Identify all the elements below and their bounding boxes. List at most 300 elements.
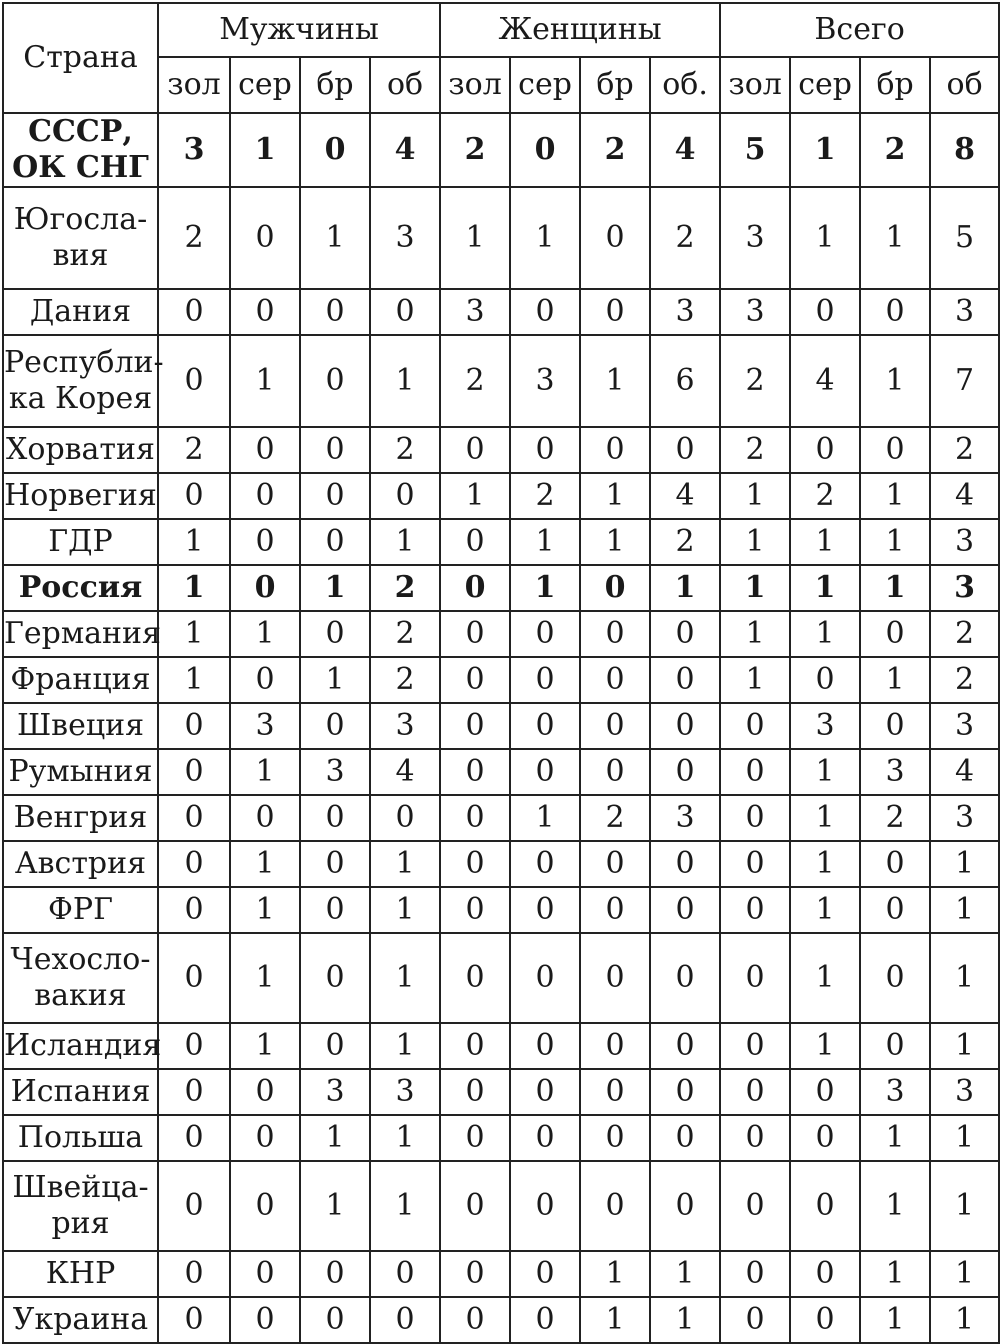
medal-count-cell: 0	[580, 933, 650, 1023]
medal-count-cell: 2	[158, 187, 230, 289]
medal-count-cell: 2	[370, 611, 440, 657]
medal-count-cell: 0	[300, 611, 370, 657]
medal-count-cell: 4	[370, 749, 440, 795]
medal-count-cell: 0	[370, 1251, 440, 1297]
medal-count-cell: 0	[580, 657, 650, 703]
country-cell: Швейца-рия	[3, 1161, 158, 1251]
medal-count-cell: 0	[158, 795, 230, 841]
medal-count-cell: 1	[860, 1251, 930, 1297]
medal-count-cell: 1	[720, 519, 790, 565]
medal-count-cell: 1	[720, 657, 790, 703]
medal-count-cell: 2	[580, 113, 650, 187]
medal-count-cell: 0	[580, 611, 650, 657]
medal-count-cell: 0	[370, 795, 440, 841]
medal-count-cell: 0	[720, 933, 790, 1023]
medal-count-cell: 0	[510, 657, 580, 703]
medal-count-cell: 0	[580, 1023, 650, 1069]
medal-count-cell: 0	[300, 795, 370, 841]
medal-count-cell: 0	[300, 473, 370, 519]
medal-count-cell: 1	[230, 887, 300, 933]
medal-count-cell: 0	[650, 703, 720, 749]
medal-count-cell: 0	[860, 841, 930, 887]
medal-count-cell: 0	[790, 289, 860, 335]
medal-count-cell: 1	[158, 611, 230, 657]
medal-count-cell: 0	[300, 703, 370, 749]
table-row	[3, 519, 999, 565]
medal-count-cell: 0	[510, 933, 580, 1023]
medal-count-cell: 1	[510, 187, 580, 289]
medal-count-cell: 0	[650, 1161, 720, 1251]
medal-count-cell: 0	[860, 427, 930, 473]
medal-count-cell: 1	[230, 841, 300, 887]
medal-count-cell: 0	[230, 1161, 300, 1251]
medal-count-cell: 0	[300, 1023, 370, 1069]
medal-count-cell: 2	[790, 473, 860, 519]
medal-count-cell: 0	[510, 1023, 580, 1069]
country-cell: ФРГ	[3, 887, 158, 933]
medal-count-cell: 0	[860, 887, 930, 933]
medal-count-cell: 1	[158, 657, 230, 703]
medal-count-cell: 0	[580, 703, 650, 749]
medal-count-cell: 1	[370, 1161, 440, 1251]
table-row	[3, 565, 999, 611]
country-cell: КНР	[3, 1251, 158, 1297]
medal-count-cell: 0	[790, 1115, 860, 1161]
medal-count-cell: 6	[650, 335, 720, 427]
subheader-women-gold: зол	[440, 57, 510, 113]
medal-count-cell: 3	[860, 1069, 930, 1115]
medal-count-cell: 0	[720, 1297, 790, 1343]
medal-count-cell: 0	[720, 1161, 790, 1251]
medal-count-cell: 0	[510, 1251, 580, 1297]
country-cell: Венгрия	[3, 795, 158, 841]
medal-count-cell: 2	[930, 611, 999, 657]
country-cell: Республи-ка Корея	[3, 335, 158, 427]
medal-count-cell: 1	[860, 1161, 930, 1251]
table-row	[3, 611, 999, 657]
medal-count-cell: 1	[650, 565, 720, 611]
medal-count-cell: 2	[370, 657, 440, 703]
medal-count-cell: 0	[440, 1161, 510, 1251]
medal-count-cell: 1	[790, 565, 860, 611]
medal-count-cell: 0	[230, 1251, 300, 1297]
medal-count-cell: 0	[790, 1297, 860, 1343]
group-header-women: Женщины	[440, 3, 720, 57]
medal-count-cell: 0	[650, 1023, 720, 1069]
medal-count-cell: 4	[930, 473, 999, 519]
medal-count-cell: 3	[370, 187, 440, 289]
medal-count-cell: 0	[440, 1069, 510, 1115]
medal-count-cell: 2	[930, 427, 999, 473]
medal-count-cell: 0	[860, 1023, 930, 1069]
medal-count-cell: 0	[860, 703, 930, 749]
medal-count-cell: 0	[720, 1023, 790, 1069]
medal-count-cell: 0	[230, 289, 300, 335]
medal-count-cell: 0	[158, 1161, 230, 1251]
medal-count-cell: 0	[300, 887, 370, 933]
medal-count-cell: 0	[510, 703, 580, 749]
medal-count-cell: 0	[440, 749, 510, 795]
medal-count-cell: 1	[860, 519, 930, 565]
medal-count-cell: 1	[930, 1115, 999, 1161]
medal-count-cell: 1	[790, 749, 860, 795]
medal-count-cell: 1	[230, 335, 300, 427]
group-header-row	[3, 3, 999, 57]
medal-count-cell: 0	[510, 749, 580, 795]
medal-count-cell: 0	[580, 841, 650, 887]
medal-count-cell: 0	[720, 1069, 790, 1115]
medal-count-cell: 0	[860, 289, 930, 335]
table-row	[3, 841, 999, 887]
country-cell: СССР, ОК СНГ	[3, 113, 158, 187]
medal-count-cell: 0	[300, 113, 370, 187]
medal-count-cell: 0	[300, 841, 370, 887]
country-cell: Франция	[3, 657, 158, 703]
subheader-men-gold: зол	[158, 57, 230, 113]
medal-count-cell: 1	[930, 841, 999, 887]
table-body	[3, 113, 999, 1343]
medal-count-cell: 1	[580, 519, 650, 565]
medal-count-cell: 0	[720, 1115, 790, 1161]
medal-count-cell: 0	[510, 427, 580, 473]
country-cell: Норвегия	[3, 473, 158, 519]
medal-count-cell: 0	[510, 1161, 580, 1251]
medal-count-cell: 0	[440, 1115, 510, 1161]
medal-count-cell: 2	[720, 335, 790, 427]
medal-count-cell: 1	[230, 611, 300, 657]
medal-count-cell: 2	[370, 427, 440, 473]
subheader-women-bronze: бр	[580, 57, 650, 113]
medal-count-cell: 1	[790, 795, 860, 841]
subheader-all-silver: сер	[790, 57, 860, 113]
medal-count-cell: 2	[720, 427, 790, 473]
medal-count-cell: 1	[370, 841, 440, 887]
medal-count-cell: 3	[930, 289, 999, 335]
group-header-total: Всего	[720, 3, 999, 57]
table-row	[3, 1161, 999, 1251]
medal-count-cell: 0	[580, 1069, 650, 1115]
table-row	[3, 113, 999, 187]
medal-count-cell: 2	[650, 187, 720, 289]
medal-count-cell: 1	[790, 113, 860, 187]
medal-count-cell: 3	[930, 795, 999, 841]
medal-count-cell: 1	[158, 519, 230, 565]
country-cell: ГДР	[3, 519, 158, 565]
medal-count-cell: 0	[650, 611, 720, 657]
medal-count-cell: 1	[790, 933, 860, 1023]
country-cell: Исландия	[3, 1023, 158, 1069]
country-cell: Дания	[3, 289, 158, 335]
medal-count-cell: 0	[440, 841, 510, 887]
medal-count-cell: 0	[650, 657, 720, 703]
subheader-all-total: об	[930, 57, 999, 113]
medal-count-cell: 1	[790, 1023, 860, 1069]
medal-count-cell: 3	[370, 1069, 440, 1115]
medal-count-cell: 0	[300, 1251, 370, 1297]
country-cell: Румыния	[3, 749, 158, 795]
table-row	[3, 1115, 999, 1161]
medal-count-cell: 1	[860, 473, 930, 519]
medal-count-cell: 3	[370, 703, 440, 749]
table-row	[3, 289, 999, 335]
medal-count-cell: 4	[650, 473, 720, 519]
medal-count-cell: 0	[650, 887, 720, 933]
medal-count-cell: 1	[650, 1297, 720, 1343]
table-row	[3, 749, 999, 795]
medal-count-cell: 0	[230, 473, 300, 519]
medal-count-cell: 1	[720, 611, 790, 657]
medal-count-cell: 0	[790, 427, 860, 473]
medal-count-cell: 0	[300, 335, 370, 427]
medal-count-cell: 1	[860, 1115, 930, 1161]
medal-count-cell: 3	[930, 519, 999, 565]
medal-count-cell: 0	[440, 887, 510, 933]
medal-count-cell: 0	[510, 1069, 580, 1115]
medal-count-cell: 0	[720, 749, 790, 795]
medal-count-cell: 0	[440, 795, 510, 841]
medal-count-cell: 1	[300, 1161, 370, 1251]
medal-count-cell: 1	[440, 187, 510, 289]
table-row	[3, 335, 999, 427]
medal-count-cell: 3	[720, 187, 790, 289]
medal-count-cell: 1	[230, 1023, 300, 1069]
medal-count-cell: 1	[930, 1297, 999, 1343]
medal-count-cell: 0	[440, 1251, 510, 1297]
medal-count-cell: 2	[930, 657, 999, 703]
medal-count-cell: 3	[510, 335, 580, 427]
medal-count-cell: 0	[650, 933, 720, 1023]
medal-count-cell: 1	[720, 565, 790, 611]
medal-count-cell: 0	[300, 1297, 370, 1343]
medal-count-cell: 2	[158, 427, 230, 473]
subheader-men-total: об	[370, 57, 440, 113]
medal-count-cell: 1	[930, 1161, 999, 1251]
medal-count-cell: 0	[650, 749, 720, 795]
country-cell: Испания	[3, 1069, 158, 1115]
medal-count-cell: 3	[158, 113, 230, 187]
medal-count-cell: 0	[158, 749, 230, 795]
medal-count-cell: 0	[230, 1297, 300, 1343]
medal-count-cell: 1	[370, 933, 440, 1023]
medal-count-cell: 2	[440, 113, 510, 187]
medal-count-cell: 0	[650, 1069, 720, 1115]
medal-count-cell: 0	[510, 887, 580, 933]
group-header-men: Мужчины	[158, 3, 440, 57]
medal-count-cell: 1	[860, 565, 930, 611]
table-row	[3, 1023, 999, 1069]
medal-count-cell: 0	[580, 887, 650, 933]
medal-count-cell: 0	[158, 933, 230, 1023]
medal-count-cell: 2	[860, 113, 930, 187]
medal-count-cell: 1	[300, 187, 370, 289]
medal-count-cell: 1	[580, 335, 650, 427]
medal-count-cell: 1	[370, 519, 440, 565]
table-row	[3, 887, 999, 933]
medal-count-cell: 0	[440, 657, 510, 703]
table-row	[3, 657, 999, 703]
medal-count-cell: 0	[790, 1069, 860, 1115]
medal-count-cell: 0	[510, 841, 580, 887]
medal-count-cell: 0	[158, 1023, 230, 1069]
medal-count-cell: 0	[720, 841, 790, 887]
table-row	[3, 473, 999, 519]
medal-count-cell: 3	[650, 795, 720, 841]
medal-count-cell: 7	[930, 335, 999, 427]
table-row	[3, 1251, 999, 1297]
medal-count-cell: 4	[790, 335, 860, 427]
medal-count-cell: 0	[720, 1251, 790, 1297]
table-row	[3, 1069, 999, 1115]
medal-count-cell: 0	[440, 1297, 510, 1343]
medal-count-cell: 0	[580, 187, 650, 289]
medal-count-cell: 0	[650, 841, 720, 887]
medal-count-cell: 3	[230, 703, 300, 749]
medal-count-cell: 5	[720, 113, 790, 187]
medal-count-cell: 1	[580, 1251, 650, 1297]
medal-count-cell: 4	[370, 113, 440, 187]
medal-count-cell: 0	[300, 519, 370, 565]
medal-count-cell: 3	[790, 703, 860, 749]
country-cell: Чехосло-вакия	[3, 933, 158, 1023]
medal-count-cell: 0	[720, 703, 790, 749]
medal-count-cell: 1	[790, 611, 860, 657]
medal-count-cell: 3	[650, 289, 720, 335]
medal-count-cell: 1	[930, 887, 999, 933]
medal-count-cell: 1	[230, 933, 300, 1023]
medal-count-cell: 1	[230, 113, 300, 187]
medal-count-cell: 1	[510, 565, 580, 611]
country-cell: Россия	[3, 565, 158, 611]
medal-count-cell: 4	[650, 113, 720, 187]
medal-count-cell: 2	[580, 795, 650, 841]
subheader-women-silver: сер	[510, 57, 580, 113]
medal-count-cell: 3	[930, 565, 999, 611]
table-row	[3, 427, 999, 473]
medal-count-cell: 0	[440, 611, 510, 657]
medal-count-cell: 1	[370, 1115, 440, 1161]
medal-count-cell: 0	[158, 887, 230, 933]
medal-count-cell: 0	[720, 887, 790, 933]
medal-count-cell: 2	[370, 565, 440, 611]
medal-count-cell: 0	[580, 565, 650, 611]
medal-count-cell: 0	[440, 1023, 510, 1069]
medal-count-cell: 0	[440, 519, 510, 565]
medal-count-cell: 0	[720, 795, 790, 841]
medal-count-cell: 1	[790, 519, 860, 565]
medal-count-cell: 0	[158, 335, 230, 427]
medal-count-cell: 0	[510, 611, 580, 657]
medal-count-cell: 0	[230, 1069, 300, 1115]
medal-count-cell: 0	[158, 289, 230, 335]
medal-count-cell: 1	[720, 473, 790, 519]
medal-count-cell: 0	[230, 1115, 300, 1161]
medal-count-cell: 0	[370, 289, 440, 335]
subheader-all-gold: зол	[720, 57, 790, 113]
medal-count-cell: 1	[790, 841, 860, 887]
medal-count-cell: 0	[440, 565, 510, 611]
medal-count-cell: 0	[580, 1161, 650, 1251]
medal-count-cell: 0	[580, 749, 650, 795]
medal-count-cell: 0	[510, 1115, 580, 1161]
medal-count-cell: 1	[790, 187, 860, 289]
medal-count-cell: 3	[930, 1069, 999, 1115]
medal-count-cell: 3	[930, 703, 999, 749]
table-row	[3, 933, 999, 1023]
medal-count-cell: 1	[860, 187, 930, 289]
table-row	[3, 187, 999, 289]
medal-count-cell: 1	[790, 887, 860, 933]
table-row	[3, 795, 999, 841]
country-cell: Югосла-вия	[3, 187, 158, 289]
medal-count-cell: 0	[860, 933, 930, 1023]
medal-count-cell: 0	[440, 933, 510, 1023]
medal-count-cell: 0	[440, 703, 510, 749]
medal-count-cell: 1	[370, 887, 440, 933]
medal-count-cell: 0	[230, 795, 300, 841]
medal-count-cell: 1	[300, 657, 370, 703]
medal-count-cell: 0	[158, 703, 230, 749]
medal-count-cell: 1	[930, 1251, 999, 1297]
medal-count-cell: 1	[930, 933, 999, 1023]
medal-count-cell: 3	[440, 289, 510, 335]
medal-count-cell: 0	[300, 933, 370, 1023]
table-row	[3, 1297, 999, 1343]
table-row	[3, 703, 999, 749]
medal-count-cell: 0	[158, 473, 230, 519]
subheader-men-silver: сер	[230, 57, 300, 113]
medal-count-cell: 3	[300, 1069, 370, 1115]
medal-count-cell: 1	[510, 519, 580, 565]
country-cell: Хорватия	[3, 427, 158, 473]
medal-count-cell: 3	[300, 749, 370, 795]
medal-count-cell: 0	[580, 1115, 650, 1161]
country-cell: Украина	[3, 1297, 158, 1343]
country-column-header: Страна	[3, 3, 158, 113]
medal-table	[2, 2, 1000, 1344]
medal-count-cell: 0	[230, 565, 300, 611]
medal-count-cell: 0	[790, 657, 860, 703]
medal-count-cell: 0	[580, 289, 650, 335]
medal-count-cell: 3	[860, 749, 930, 795]
medal-count-cell: 3	[720, 289, 790, 335]
medal-count-cell: 5	[930, 187, 999, 289]
medal-count-cell: 1	[300, 1115, 370, 1161]
medal-count-cell: 0	[230, 427, 300, 473]
medal-count-cell: 0	[510, 113, 580, 187]
medal-count-cell: 0	[300, 427, 370, 473]
medal-count-cell: 1	[650, 1251, 720, 1297]
medal-count-cell: 0	[158, 841, 230, 887]
medal-count-cell: 0	[510, 1297, 580, 1343]
medal-count-cell: 1	[930, 1023, 999, 1069]
medal-count-cell: 0	[300, 289, 370, 335]
medal-count-cell: 1	[300, 565, 370, 611]
medal-count-cell: 0	[370, 1297, 440, 1343]
medal-count-cell: 0	[650, 427, 720, 473]
medal-count-cell: 0	[158, 1069, 230, 1115]
subheader-men-bronze: бр	[300, 57, 370, 113]
medal-count-cell: 1	[370, 1023, 440, 1069]
medal-count-cell: 0	[580, 427, 650, 473]
country-cell: Польша	[3, 1115, 158, 1161]
medal-count-cell: 1	[230, 749, 300, 795]
medal-count-cell: 1	[510, 795, 580, 841]
medal-count-cell: 1	[440, 473, 510, 519]
country-cell: Швеция	[3, 703, 158, 749]
medal-count-cell: 0	[158, 1251, 230, 1297]
medal-count-cell: 1	[860, 657, 930, 703]
medal-count-cell: 8	[930, 113, 999, 187]
